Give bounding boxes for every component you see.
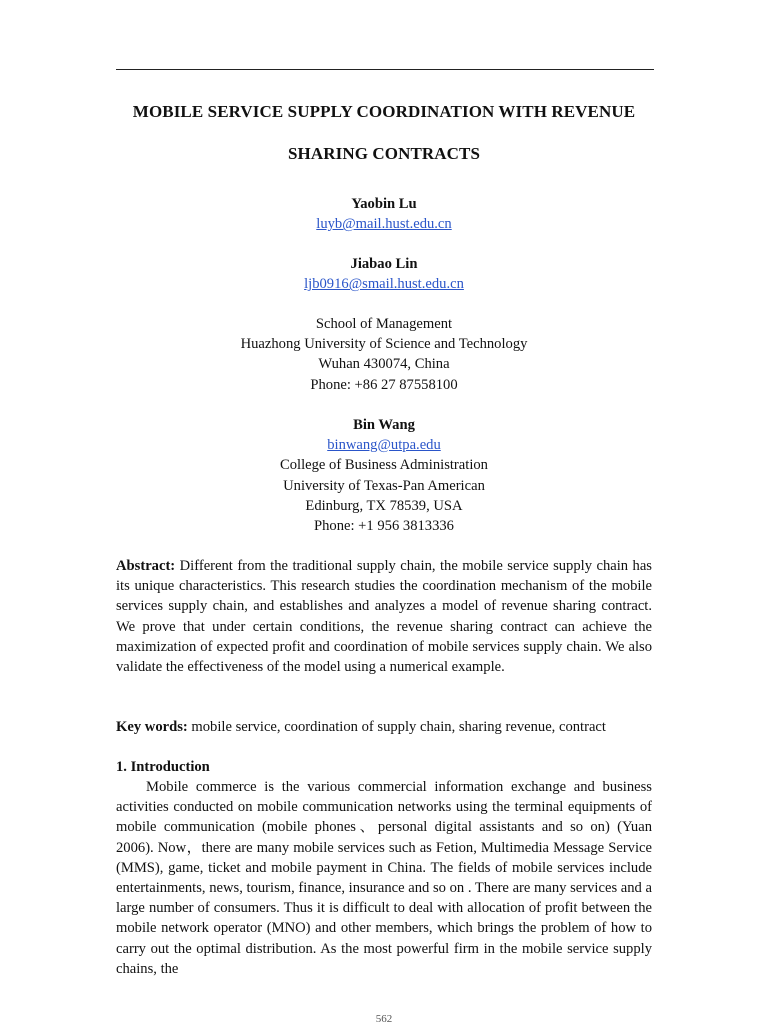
- author-email-link[interactable]: binwang@utpa.edu: [327, 437, 441, 454]
- paper-page: [116, 0, 652, 1024]
- affiliation-city: Wuhan 430074, China: [318, 356, 450, 373]
- keywords-paragraph: [116, 717, 652, 737]
- author-name: Jiabao Lin: [350, 256, 418, 272]
- abstract-paragraph: [116, 556, 652, 677]
- affiliation-block-1: [116, 314, 652, 395]
- abstract-text: Different from the traditional supply chain, the mobile service supply chain has its unique characteristics. This research studies the coordination mechanism of the mobile services supply chain, and establishes and analyzes a model of revenue sharing contract. We prove that under certain conditions, the revenue sharing contract can achieve the maximization of expected profit and coordination of mobile services supply chain. We also validate the effectiveness of the model using a numerical example.: [116, 558, 652, 676]
- paper-title-line-1: MOBILE SERVICE SUPPLY COORDINATION WITH REVENUE: [132, 102, 636, 121]
- author-email-link[interactable]: ljb0916@smail.hust.edu.cn: [304, 276, 464, 293]
- author-name: Bin Wang: [353, 417, 415, 433]
- affiliation-dept: College of Business Administration: [280, 457, 488, 474]
- affiliation-city: Edinburg, TX 78539, USA: [305, 497, 463, 514]
- author-block-1: [116, 194, 652, 234]
- paper-title-line-2: SHARING CONTRACTS: [287, 144, 481, 163]
- header-rule: [116, 69, 654, 70]
- section-heading-introduction: 1. Introduction: [116, 759, 210, 775]
- affiliation-phone: Phone: +1 956 3813336: [314, 518, 454, 535]
- page-number: 562: [375, 1013, 393, 1025]
- author-block-2: [116, 254, 652, 294]
- introduction-paragraph: Mobile commerce is the various commercial information exchange and business activities conducted on mobile communication networks using the terminal equipments of mobile communication (mobile phones、personal digital assistants and so on) (Yuan 2006). Now，there are many mobile services such as Fetion, Multimedia Message Service (MMS), game, ticket and mobile payment in China. The fields of mobile services include entertainments, news, tourism, finance, insurance and so on . There are many services and a large number of consumers. Thus it is difficult to deal with allocation of profit between the mobile network operator (MNO) and other members, which brings the problem of how to carry out the optimal distribution. As the most powerful firm in the mobile service supply chains, the: [116, 779, 652, 977]
- affiliation-phone: Phone: +86 27 87558100: [310, 376, 458, 393]
- affiliation-dept: School of Management: [315, 316, 453, 332]
- affiliation-university: Huazhong University of Science and Technology: [240, 336, 528, 353]
- author-block-3: [116, 415, 652, 536]
- affiliation-university: University of Texas-Pan American: [283, 477, 485, 494]
- abstract-label: Abstract:: [116, 558, 176, 574]
- author-name: Yaobin Lu: [351, 196, 417, 212]
- keywords-label: Key words:: [116, 719, 188, 735]
- keywords-text: mobile service, coordination of supply chain, sharing revenue, contract: [187, 719, 606, 735]
- author-email-link[interactable]: luyb@mail.hust.edu.cn: [316, 216, 452, 233]
